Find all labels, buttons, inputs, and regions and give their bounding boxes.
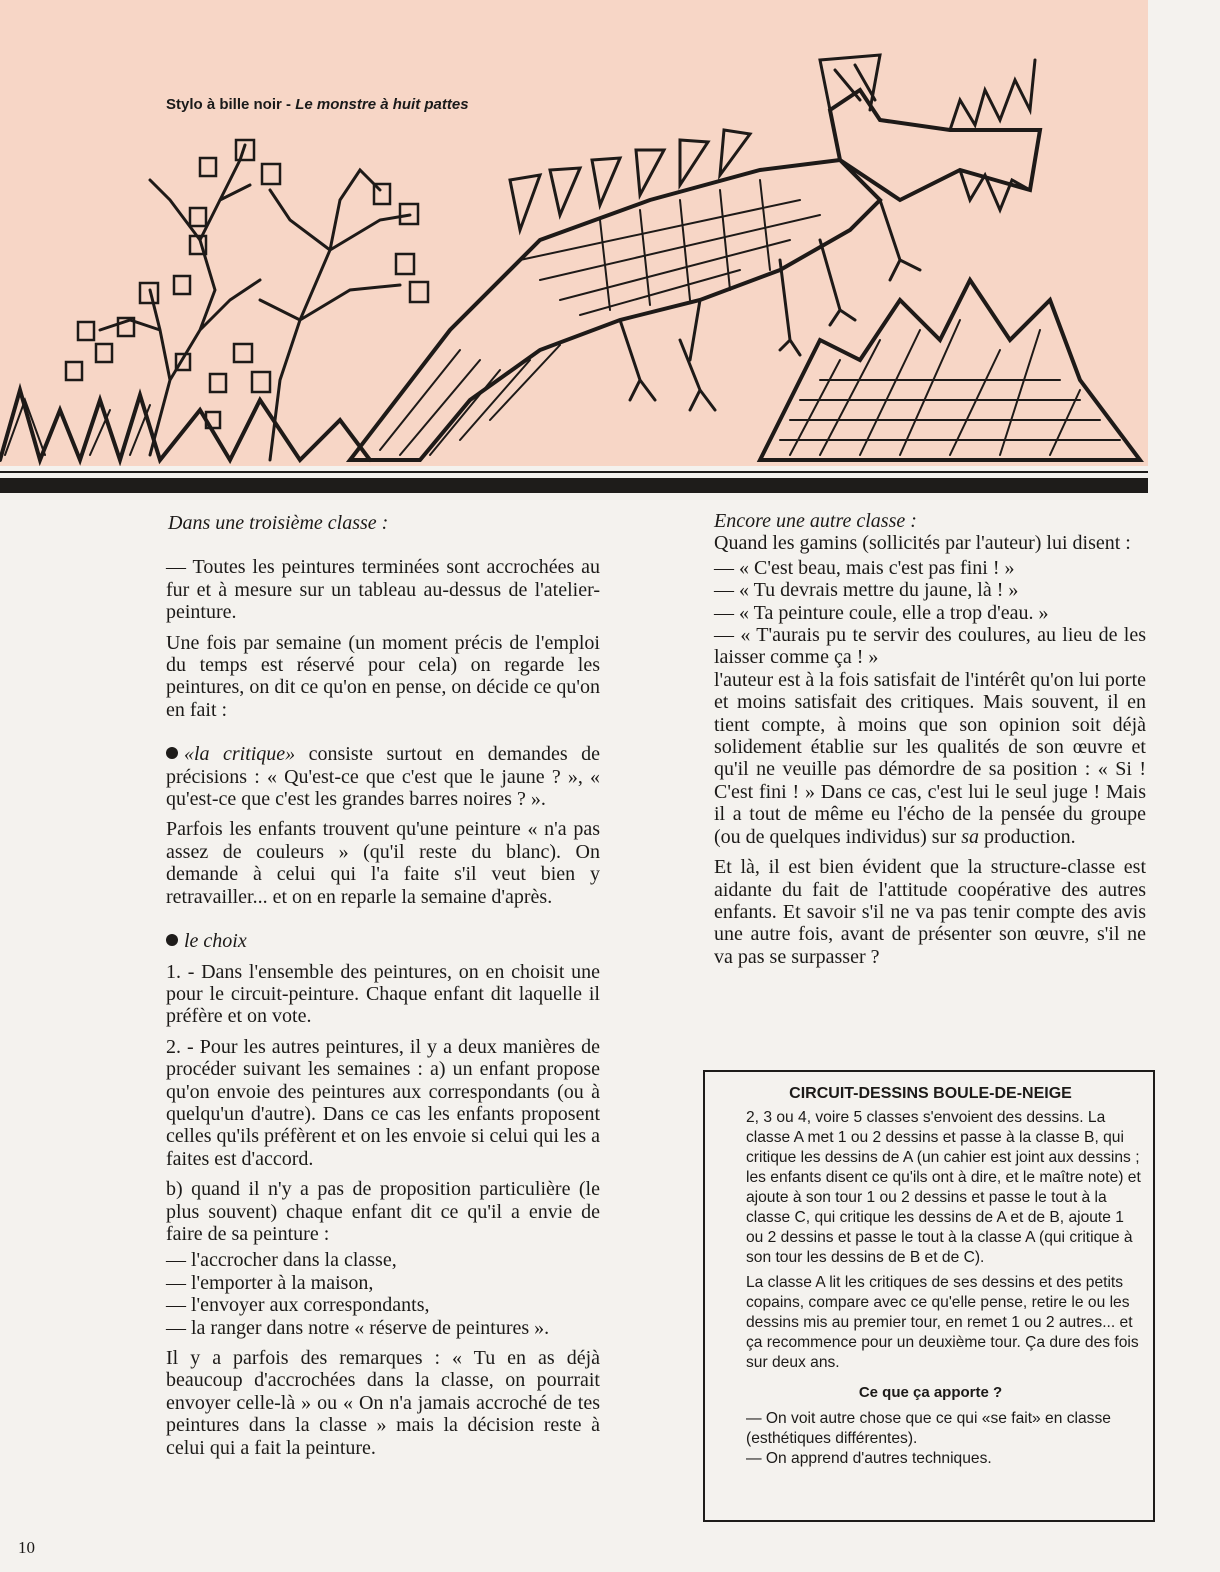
- choix-heading: [166, 930, 600, 952]
- caption-technique: Stylo à bille noir -: [166, 96, 296, 113]
- divider-thick: [0, 478, 1148, 493]
- critique-label: «la critique»: [184, 743, 296, 766]
- quote-item: — « T'aurais pu te servir des coulures, au lieu de les laisser comme ça ! »: [714, 624, 1146, 669]
- paragraph: b) quand il n'y a pas de proposition particulière (le plus souvent) chaque enfant dit ce qu'il a envie de faire de sa peinture :: [166, 1178, 600, 1245]
- choix-label: le choix: [184, 930, 247, 953]
- quote-item: — « Tu devrais mettre du jaune, là ! »: [714, 579, 1019, 602]
- list-item: — la ranger dans notre « réserve de peintures ».: [166, 1316, 550, 1339]
- list-item: — l'emporter à la maison,: [166, 1271, 374, 1294]
- critique-paragraph: [166, 743, 600, 810]
- list-item: — l'accrocher dans la classe,: [166, 1249, 397, 1272]
- right-column: [714, 510, 1146, 976]
- quote-list: [714, 557, 1146, 669]
- section-heading: Encore une autre classe :: [714, 510, 917, 532]
- bullet-icon: [166, 747, 178, 759]
- list-item: — l'envoyer aux correspondants,: [166, 1294, 430, 1317]
- sidebar-box: [703, 1070, 1155, 1522]
- destination-list: [166, 1249, 600, 1339]
- section-heading: Dans une troisième classe :: [168, 512, 389, 534]
- paragraph-text: l'auteur est à la fois satisfait de l'intérêt qu'on lui porte et moins satisfait des critiques. Mais souvent, il en tient compte, à moins que son opinion soit déjà solidement établie sur les qualités de son œuvre et qu'il ne veuille pas démordre de sa position : « Si ! C'est fini ! » Dans ce cas, c'est lui le seul juge ! Mais il a tout de même eu l'écho de la pensée du groupe (ou de quelques individus) sur: [714, 668, 1146, 848]
- page-number: 10: [18, 1538, 35, 1557]
- paragraph: — Toutes les peintures terminées sont accrochées au fur et à mesure sur un tableau au-dessus de l'atelier-peinture.: [166, 556, 600, 624]
- caption-title: Le monstre à huit pattes: [295, 96, 469, 113]
- illustration-banner: [0, 0, 1148, 466]
- paragraph: Quand les gamins (sollicités par l'auteur) lui disent :: [714, 532, 1131, 555]
- paragraph-text: production.: [978, 825, 1076, 848]
- paragraph: Une fois par semaine (un moment précis de l'emploi du temps est réservé pour cela) on regarde les peintures, on dit ce qu'on en pense, on décide ce qu'on en fait :: [166, 631, 600, 721]
- monster-drawing: [0, 0, 1148, 466]
- bullet-icon: [166, 934, 178, 946]
- paragraph: Parfois les enfants trouvent qu'une peinture « n'a pas assez de couleurs » (qu'il reste du blanc). On demande à celui qui l'a faite s'il veut bien y retravailler... et on en reparle la semaine d'après.: [166, 818, 600, 908]
- box-paragraph: La classe A lit les critiques de ses dessins et des petits copains, compare avec ce qu'elle pense, retire le ou les dessins mis au premier tour, en remet 1 ou 2 autres... et ça recommence pour un deuxième tour. Ça dure des fois sur deux ans.: [746, 1274, 1139, 1371]
- box-list-item: — On voit autre chose que ce qui «se fait» en classe (esthétiques différentes).: [746, 1410, 1111, 1447]
- divider-thin: [0, 471, 1148, 473]
- box-paragraph: 2, 3 ou 4, voire 5 classes s'envoient des dessins. La classe A met 1 ou 2 dessins et passe à la classe B, qui critique les dessins de A (un cahier est joint aux dessins ; les enfants disent ce qu'ils ont à dire, et le maître note) et ajoute à son tour 1 ou 2 dessins et passe le tout à la classe C, qui critique les dessins de A et de B, ajoute 1 ou 2 dessins et passe le tout à la classe A (qui critique à son tour les dessins de B et de C).: [746, 1109, 1141, 1266]
- emphasis: sa: [961, 825, 979, 848]
- paragraph: 1. - Dans l'ensemble des peintures, on en choisit une pour le circuit-peinture. Chaque enfant dit laquelle il préfère et on vote.: [166, 960, 600, 1028]
- paragraph: Et là, il est bien évident que la structure-classe est aidante du fait de l'attitude coopérative des autres enfants. Et savoir s'il ne va pas tenir compte des avis une autre fois, avant de présenter son œuvre, s'il ne va pas se surpasser ?: [714, 856, 1146, 968]
- box-list-item: — On apprend d'autres techniques.: [746, 1450, 992, 1467]
- paragraph: [714, 669, 1146, 848]
- left-column: [166, 512, 600, 1467]
- quote-item: — « Ta peinture coule, elle a trop d'eau. »: [714, 601, 1049, 624]
- box-title: CIRCUIT-DESSINS BOULE-DE-NEIGE: [789, 1085, 1072, 1102]
- paragraph: Il y a parfois des remarques : « Tu en as déjà beaucoup d'accrochées dans la classe, on pourrait envoyer celle-là » ou « On n'a jamais accroché de tes peintures dans la classe » mais la décision reste à celui qui a fait la peinture.: [166, 1347, 600, 1459]
- box-subtitle: Ce que ça apporte ?: [858, 1384, 1003, 1401]
- critique-text: consiste surtout en demandes de précisions : « Qu'est-ce que c'est que le jaune ? », « qu'est-ce que c'est les grandes barres noires ? ».: [166, 743, 600, 811]
- paragraph: 2. - Pour les autres peintures, il y a deux manières de procéder suivant les semaines : a) un enfant propose qu'on envoie des peintures aux correspondants (ou à quelqu'un d'autre). Dans ce cas les enfants proposent celles qu'ils préfèrent et on les envoie si celui qui les a faites est d'accord.: [166, 1035, 601, 1170]
- quote-item: — « C'est beau, mais c'est pas fini ! »: [714, 556, 1015, 579]
